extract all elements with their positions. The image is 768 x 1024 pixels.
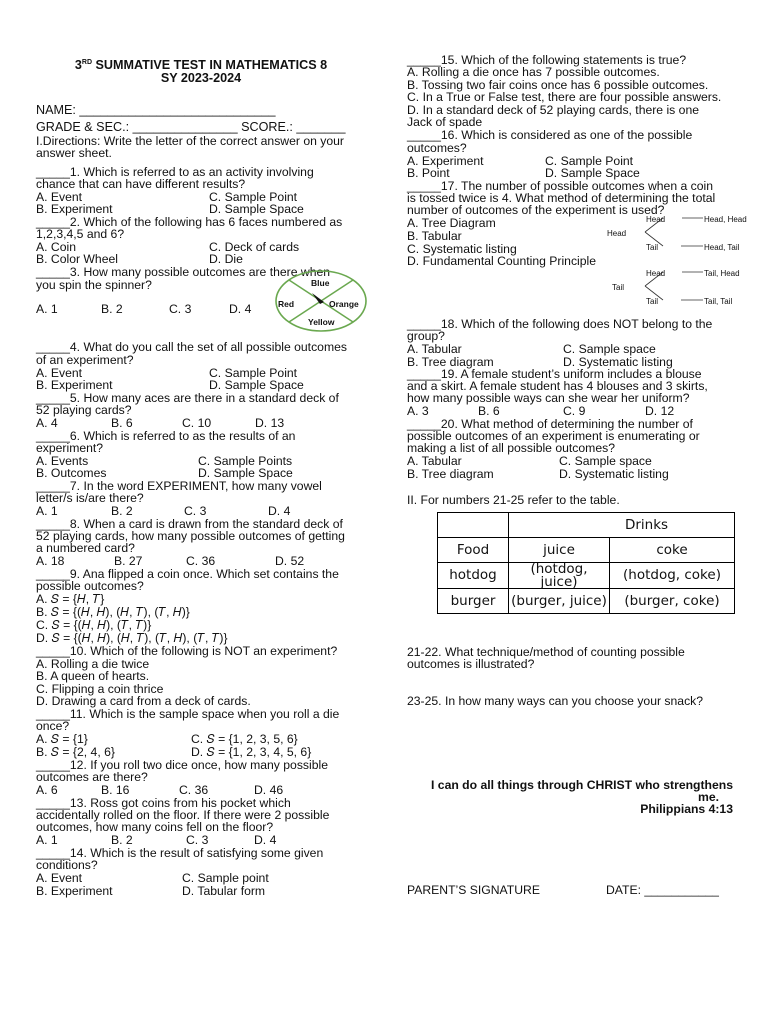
table-title-cell: Drinks [509, 513, 735, 538]
question-text-line: B. A queen of hearts. [36, 669, 150, 683]
question-text-line: _____14. Which is the result of satisfying some given [36, 846, 324, 860]
question-text-line: A. Tree Diagram [407, 216, 496, 230]
question-text-line: B. Experiment [36, 202, 113, 216]
quote-line: me. [697, 790, 719, 804]
question-text-line: _____16. Which is considered as one of the possible [407, 128, 693, 142]
table-header-cell: Food [438, 538, 509, 563]
question-text-line: PARENT’S SIGNATURE [407, 883, 540, 897]
question-text-line: you spin the spinner? [36, 278, 152, 292]
question-text-line: Jack of spade [407, 115, 483, 129]
question-text-line: D. Sample Space [198, 466, 293, 480]
question-text-line: letter/s is/are there? [36, 491, 144, 505]
tree-root-tail: Tail [612, 283, 625, 292]
question-text-line: outcomes, how many coins fell on the floor? [36, 820, 274, 834]
tree-node: Head [646, 215, 666, 224]
question-text-line: experiment? [36, 441, 104, 455]
question-text-line: A. Rolling a die twice [36, 657, 150, 671]
tree-outcome: Tail, Tail [704, 297, 733, 306]
question-text-line: D. 4 [268, 504, 291, 518]
tree-outcome: Head, Head [704, 215, 747, 224]
food-drinks-table [437, 512, 735, 614]
question-text-line: 52 playing cards? [36, 403, 132, 417]
question-text-line: _____19. A female student’s uniform includes a blouse [407, 367, 702, 381]
question-text-line: _____3. How many possible outcomes are there when [36, 265, 331, 279]
question-text-line: outcomes are there? [36, 770, 148, 784]
question-text-line: D. 46 [254, 783, 284, 797]
question-text-line: B. 6 [111, 416, 133, 430]
question-text-line: a numbered card? [36, 541, 135, 555]
question-text-line: 1,2,3,4,5 and 6? [36, 227, 125, 241]
question-text-line: D. Drawing a card from a deck of cards. [36, 694, 251, 708]
question-text-line: C. 10 [182, 416, 212, 430]
table-cell: (burger, juice) [509, 589, 610, 614]
question-text-line: _____20. What method of determining the number of [407, 417, 693, 431]
question-text-line: B. 2 [111, 504, 133, 518]
question-text-line: _____15. Which of the following statements is true? [407, 53, 687, 67]
question-text-line: A. Event [36, 190, 83, 204]
question-text-line: DATE: ___________ [606, 883, 719, 897]
tree-outcome: Head, Tail [704, 243, 740, 252]
question-text-line: _____1. Which is referred to as an activity involving [36, 165, 314, 179]
question-text-line: B. 𝑆 = {(𝐻, 𝐻), (𝐻, 𝑇), (𝑇, 𝐻)} [36, 605, 190, 619]
question-text-line: D. Tabular form [182, 884, 266, 898]
question-text-line: D. Sample Space [209, 378, 304, 392]
question-text-line: once? [36, 719, 70, 733]
question-text-line: D. Die [209, 252, 243, 266]
question-text-line: _____9. Ana flipped a coin once. Which set contains the [36, 567, 339, 581]
question-text-line: C. Sample space [563, 342, 656, 356]
question-text-line: C. In a True or False test, there are four possible answers. [407, 90, 722, 104]
spinner-label-yellow: Yellow [308, 317, 335, 327]
question-text-line: A. 3 [407, 404, 429, 418]
question-text-line: B. 27 [114, 554, 143, 568]
question-text-line: C. 3 [184, 504, 207, 518]
question-text-line: A. 1 [36, 504, 58, 518]
question-text-line: _____2. Which of the following has 6 faces numbered as [36, 215, 343, 229]
spinner-label-blue: Blue [311, 278, 330, 288]
question-text-line: is tossed twice is 4. What method of determining the total [407, 191, 716, 205]
question-text-line: C. Systematic listing [407, 242, 517, 256]
question-text-line: II. For numbers 21-25 refer to the table. [407, 493, 620, 507]
directions-line: I.Directions: Write the letter of the correct answer on your [36, 134, 344, 148]
question-text-line: B. Tossing two fair coins once has 6 possible outcomes. [407, 78, 709, 92]
question-text-line: D. In a standard deck of 52 playing cards, there is one [407, 103, 699, 117]
question-text-line: A. Event [36, 366, 83, 380]
tree-node: Tail [646, 243, 659, 252]
question-text-line: B. Tabular [407, 229, 462, 243]
question-text-line: C. Sample space [559, 454, 652, 468]
question-text-line: _____5. How many aces are there in a standard deck of [36, 391, 339, 405]
question-text-line: 23-25. In how many ways can you choose your snack? [407, 694, 704, 708]
question-text-line: chance that can have different results? [36, 177, 246, 191]
question-text-line: 21-22. What technique/method of counting possible [407, 645, 685, 659]
name-field[interactable]: NAME: ____________________________ [36, 103, 276, 117]
question-text-line: and a skirt. A female student has 4 blouses and 3 skirts, [407, 379, 708, 393]
question-text-line: A. Coin [36, 240, 76, 254]
question-text-line: _____7. In the word EXPERIMENT, how many vowel [36, 479, 322, 493]
tree-node: Head [646, 269, 666, 278]
question-text-line: C. Sample Points [198, 454, 293, 468]
question-text-line: B. Point [407, 166, 450, 180]
question-text-line: _____12. If you roll two dice once, how many possible [36, 758, 328, 772]
tree-root-head: Head [607, 229, 627, 238]
question-text-line: _____13. Ross got coins from his pocket which [36, 796, 291, 810]
question-text-line: C. Sample Point [209, 190, 298, 204]
question-text-line: C. 3 [186, 833, 209, 847]
table-corner-cell [438, 513, 509, 538]
question-text-line: C. Flipping a coin thrice [36, 682, 164, 696]
question-text-line: D. 52 [275, 554, 305, 568]
question-text-line: of an experiment? [36, 353, 134, 367]
question-text-line: _____6. Which is referred to as the results of an [36, 429, 296, 443]
table-header-cell: coke [610, 538, 735, 563]
question-text-line: C. 𝑆 = {(𝐻, 𝐻), (𝑇, 𝑇)} [36, 618, 152, 632]
question-text-line: D. 12 [645, 404, 675, 418]
question-text-line: D. Systematic listing [559, 467, 669, 481]
question-text-line: _____11. Which is the sample space when you roll a die [36, 707, 340, 721]
question-text-line: _____17. The number of possible outcomes when a coin [407, 179, 714, 193]
question-text-line: B. Tree diagram [407, 355, 494, 369]
table-cell: (hotdog, juice) [509, 563, 610, 589]
question-text-line: how many possible ways can she wear her uniform? [407, 391, 690, 405]
spinner-label-orange: Orange [329, 299, 359, 309]
question-text-line: D. 𝑆 = {1, 2, 3, 4, 5, 6} [191, 745, 312, 759]
question-text-line: C. Deck of cards [209, 240, 300, 254]
question-text-line: A. 1 [36, 302, 58, 316]
question-text-line: A. Experiment [407, 154, 484, 168]
spinner-label-red: Red [278, 299, 295, 309]
question-text-line: A. 6 [36, 783, 58, 797]
question-text-line: B. 6 [478, 404, 500, 418]
question-text-line: possible outcomes? [36, 579, 144, 593]
table-row [438, 563, 735, 589]
table-cell: burger [438, 589, 509, 614]
question-text-line: D. Systematic listing [563, 355, 673, 369]
question-text-line: A. Tabular [407, 342, 462, 356]
question-text-line: C. 𝑆 = {1, 2, 3, 5, 6} [191, 732, 298, 746]
directions-line: answer sheet. [36, 146, 112, 160]
table-cell: (burger, coke) [610, 589, 735, 614]
question-text-line: making a list of all possible outcomes? [407, 441, 615, 455]
question-text-line: _____4. What do you call the set of all possible outcomes [36, 340, 347, 354]
question-text-line: B. Tree diagram [407, 467, 494, 481]
question-text-line: _____10. Which of the following is NOT an experiment? [36, 644, 338, 658]
question-text-line: outcomes is illustrated? [407, 657, 535, 671]
question-text-line: D. Sample Space [209, 202, 304, 216]
quote-line: I can do all things through CHRIST who strengthens [431, 778, 733, 792]
question-text-line: number of outcomes of the experiment is used? [407, 203, 665, 217]
question-text-line: D. 4 [229, 302, 252, 316]
question-text-line: conditions? [36, 858, 98, 872]
question-text-line: outcomes? [407, 141, 467, 155]
table-row [438, 589, 735, 614]
question-text-line: B. 2 [111, 833, 133, 847]
question-text-line: B. Experiment [36, 884, 113, 898]
question-text-line: possible outcomes of an experiment is enumerating or [407, 429, 700, 443]
question-text-line: C. Sample point [182, 871, 269, 885]
question-text-line: B. Outcomes [36, 466, 107, 480]
question-text-line: A. Event [36, 871, 83, 885]
question-text-line: B. Color Wheel [36, 252, 118, 266]
page-title: 3RD SUMMATIVE TEST IN MATHEMATICS 8 [74, 58, 328, 72]
question-text-line: A. 1 [36, 833, 58, 847]
question-text-line: 52 playing cards, how many possible outcomes of getting [36, 529, 345, 543]
question-text-line: A. 𝑆 = {1} [36, 732, 88, 746]
quote-reference: Philippians 4:13 [640, 802, 733, 816]
question-text-line: D. 13 [255, 416, 285, 430]
question-text-line: B. 𝑆 = {2, 4, 6} [36, 745, 115, 759]
question-text-line: D. Fundamental Counting Principle [407, 254, 597, 268]
question-text-line: _____8. When a card is drawn from the standard deck of [36, 517, 343, 531]
question-text-line: A. Tabular [407, 454, 462, 468]
question-text-line: A. 𝑆 = {𝐻, 𝑇} [36, 592, 105, 606]
question-text-line: B. Experiment [36, 378, 113, 392]
grade-score-field[interactable]: GRADE & SEC.: _______________ SCORE.: _______ [36, 120, 346, 134]
question-text-line: C. Sample Point [209, 366, 298, 380]
question-text-line: D. Sample Space [545, 166, 640, 180]
question-text-line: accidentally rolled on the floor. If there were 2 possible [36, 808, 330, 822]
question-text-line: B. 2 [101, 302, 123, 316]
tree-outcome: Tail, Head [704, 269, 740, 278]
question-text-line: C. 36 [186, 554, 216, 568]
school-year: SY 2023-2024 [160, 71, 242, 85]
question-text-line: A. 4 [36, 416, 58, 430]
question-text-line: A. Rolling a die once has 7 possible outcomes. [407, 65, 660, 79]
tree-node: Tail [646, 297, 659, 306]
table-cell: hotdog [438, 563, 509, 589]
table-cell: (hotdog, coke) [610, 563, 735, 589]
question-text-line: A. Events [36, 454, 89, 468]
question-text-line: D. 𝑆 = {(𝐻, 𝐻), (𝐻, 𝑇), (𝑇, 𝐻), (𝑇, 𝑇)} [36, 631, 228, 645]
question-text-line: C. 3 [169, 302, 192, 316]
question-text-line: group? [407, 329, 445, 343]
question-text-line: C. 9 [563, 404, 586, 418]
table-header-cell: juice [509, 538, 610, 563]
question-text-line: C. Sample Point [545, 154, 634, 168]
question-text-line: B. 16 [101, 783, 130, 797]
table-row [438, 538, 735, 563]
question-text-line: A. 18 [36, 554, 65, 568]
question-text-line: C. 36 [179, 783, 209, 797]
question-text-line: D. 4 [254, 833, 277, 847]
question-text-line: _____18. Which of the following does NOT belong to the [407, 317, 713, 331]
